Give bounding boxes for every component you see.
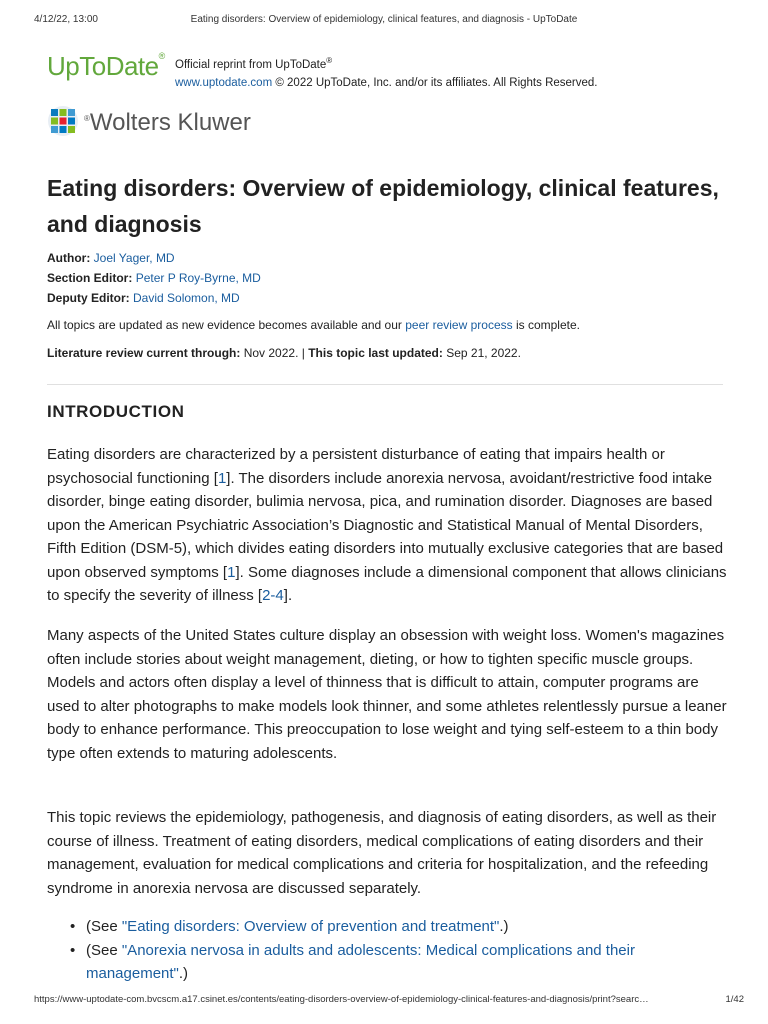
p1-text-c: ]. Some diagnoses include a dimensional component that allows clinicians to specify the severity of illness [	[47, 563, 727, 604]
section-editor-line	[47, 271, 261, 285]
reference-link[interactable]: 1	[217, 469, 227, 487]
deputy-editor-label: Deputy Editor:	[47, 291, 130, 305]
reprint-line: Official reprint from UpToDate	[175, 58, 327, 71]
see-also-link-anorexia-complications[interactable]: "Anorexia nervosa in adults and adolescents: Medical complications and their management"	[86, 941, 635, 982]
p1-text-b: ]. The disorders include anorexia nervosa, avoidant/restrictive food intake disorder, binge eating disorder, bulimia nervosa, pica, and rumination disorder. Diagnoses are based upon the American Psychiatric Association’s Diagnostic and Statistical Manual of Mental Disorders, Fifth Edition (DSM-5), which divides eating disorders into mutually exclusive categories that are based upon observed symptoms [	[47, 469, 724, 581]
print-header	[34, 14, 734, 30]
wolters-kluwer-globe-icon	[47, 105, 79, 137]
last-updated-value: Sep 21, 2022.	[442, 346, 521, 360]
reference-link[interactable]: 2-4	[262, 587, 284, 604]
print-page-number: 1/42	[725, 994, 744, 1005]
see-also-list	[70, 915, 720, 986]
print-datetime: 4/12/22, 13:00	[34, 14, 98, 25]
copyright-text: © 2022 UpToDate, Inc. and/or its affiliates. All Rights Reserved.	[272, 76, 598, 89]
author-link[interactable]: Joel Yager, MD	[93, 251, 175, 265]
see-also-link-prevention-treatment[interactable]: "Eating disorders: Overview of prevention and treatment"	[121, 918, 500, 935]
brand-row	[47, 48, 687, 88]
uptodate-logo-mark: ®	[158, 51, 165, 62]
print-url: https://www-uptodate-com.bvcscm.a17.csinet.es/contents/eating-disorders-overview-of-epidemiology-clinical-features-and-diagnosis/print?searc…	[34, 994, 649, 1005]
article-title: Eating disorders: Overview of epidemiology, clinical features, and diagnosis	[47, 175, 719, 237]
print-footer	[34, 994, 744, 1010]
p1-text-d: ].	[283, 587, 293, 604]
wolters-kluwer-wordmark	[84, 109, 251, 137]
lit-review-value: Nov 2022. |	[240, 346, 309, 360]
update-policy-note	[47, 318, 580, 332]
p1-text-a: Eating disorders are characterized by a persistent disturbance of eating that impairs health or psychosocial functioning [	[47, 446, 665, 487]
section-editor-label: Section Editor:	[47, 271, 133, 285]
intro-paragraph-2: Many aspects of the United States culture display an obsession with weight loss. Women's magazines often include stories about weight management, dieting, or how to tighten specific muscle groups. Models and actors often display a level of thinness that is difficult to attain, computer programs are used to alter photographs to make models look thinner, and some athletes relentlessly pursue a leaner body to enhance performance. This preoccupation to lose weight and tying self-esteem to a thin body type often extends to maturing adolescents.	[47, 627, 727, 762]
reference-link[interactable]: 1	[227, 563, 236, 581]
updates-text-after: is complete.	[512, 318, 580, 332]
bullet-icon: •	[70, 918, 76, 935]
intro-paragraph-1	[47, 443, 731, 608]
wolters-kluwer-logo	[47, 105, 267, 141]
deputy-editor-link[interactable]: David Solomon, MD	[133, 291, 240, 305]
list-item	[70, 915, 720, 939]
wk-mark: ®	[84, 114, 90, 123]
uptodate-site-link[interactable]: www.uptodate.com	[175, 76, 273, 89]
reprint-notice	[175, 52, 598, 92]
bullet-icon: •	[70, 941, 76, 959]
see-suffix: .)	[178, 965, 189, 982]
header-divider	[47, 384, 723, 385]
uptodate-logo	[47, 51, 165, 82]
section-editor-link[interactable]: Peter P Roy-Byrne, MD	[135, 271, 261, 285]
uptodate-logo-text: UpToDate	[47, 51, 159, 81]
wk-name: Wolters Kluwer	[89, 109, 251, 136]
review-dates	[47, 346, 521, 360]
intro-paragraph-3: This topic reviews the epidemiology, pathogenesis, and diagnosis of eating disorders, as well as their course of illness. Treatment of eating disorders, medical complications of eating disorders and their management, evaluation for medical complications and criteria for hospitalization, and the refeeding syndrome in anorexia nervosa are discussed separately.	[47, 809, 717, 897]
lit-review-label: Literature review current through:	[47, 346, 241, 360]
last-updated-label: This topic last updated:	[308, 346, 443, 360]
author-line	[47, 251, 175, 265]
see-prefix: (See	[86, 918, 122, 935]
print-page-title: Eating disorders: Overview of epidemiology, clinical features, and diagnosis - UpToDate	[190, 14, 578, 25]
introduction-heading: INTRODUCTION	[47, 402, 185, 421]
see-prefix: (See	[86, 941, 122, 959]
peer-review-link[interactable]: peer review process	[405, 318, 513, 332]
deputy-editor-line	[47, 291, 240, 305]
author-label: Author:	[47, 251, 91, 265]
reprint-mark: ®	[326, 56, 333, 65]
updates-text-before: All topics are updated as new evidence becomes available and our	[47, 318, 406, 332]
list-item	[70, 939, 720, 986]
see-suffix: .)	[499, 918, 509, 935]
